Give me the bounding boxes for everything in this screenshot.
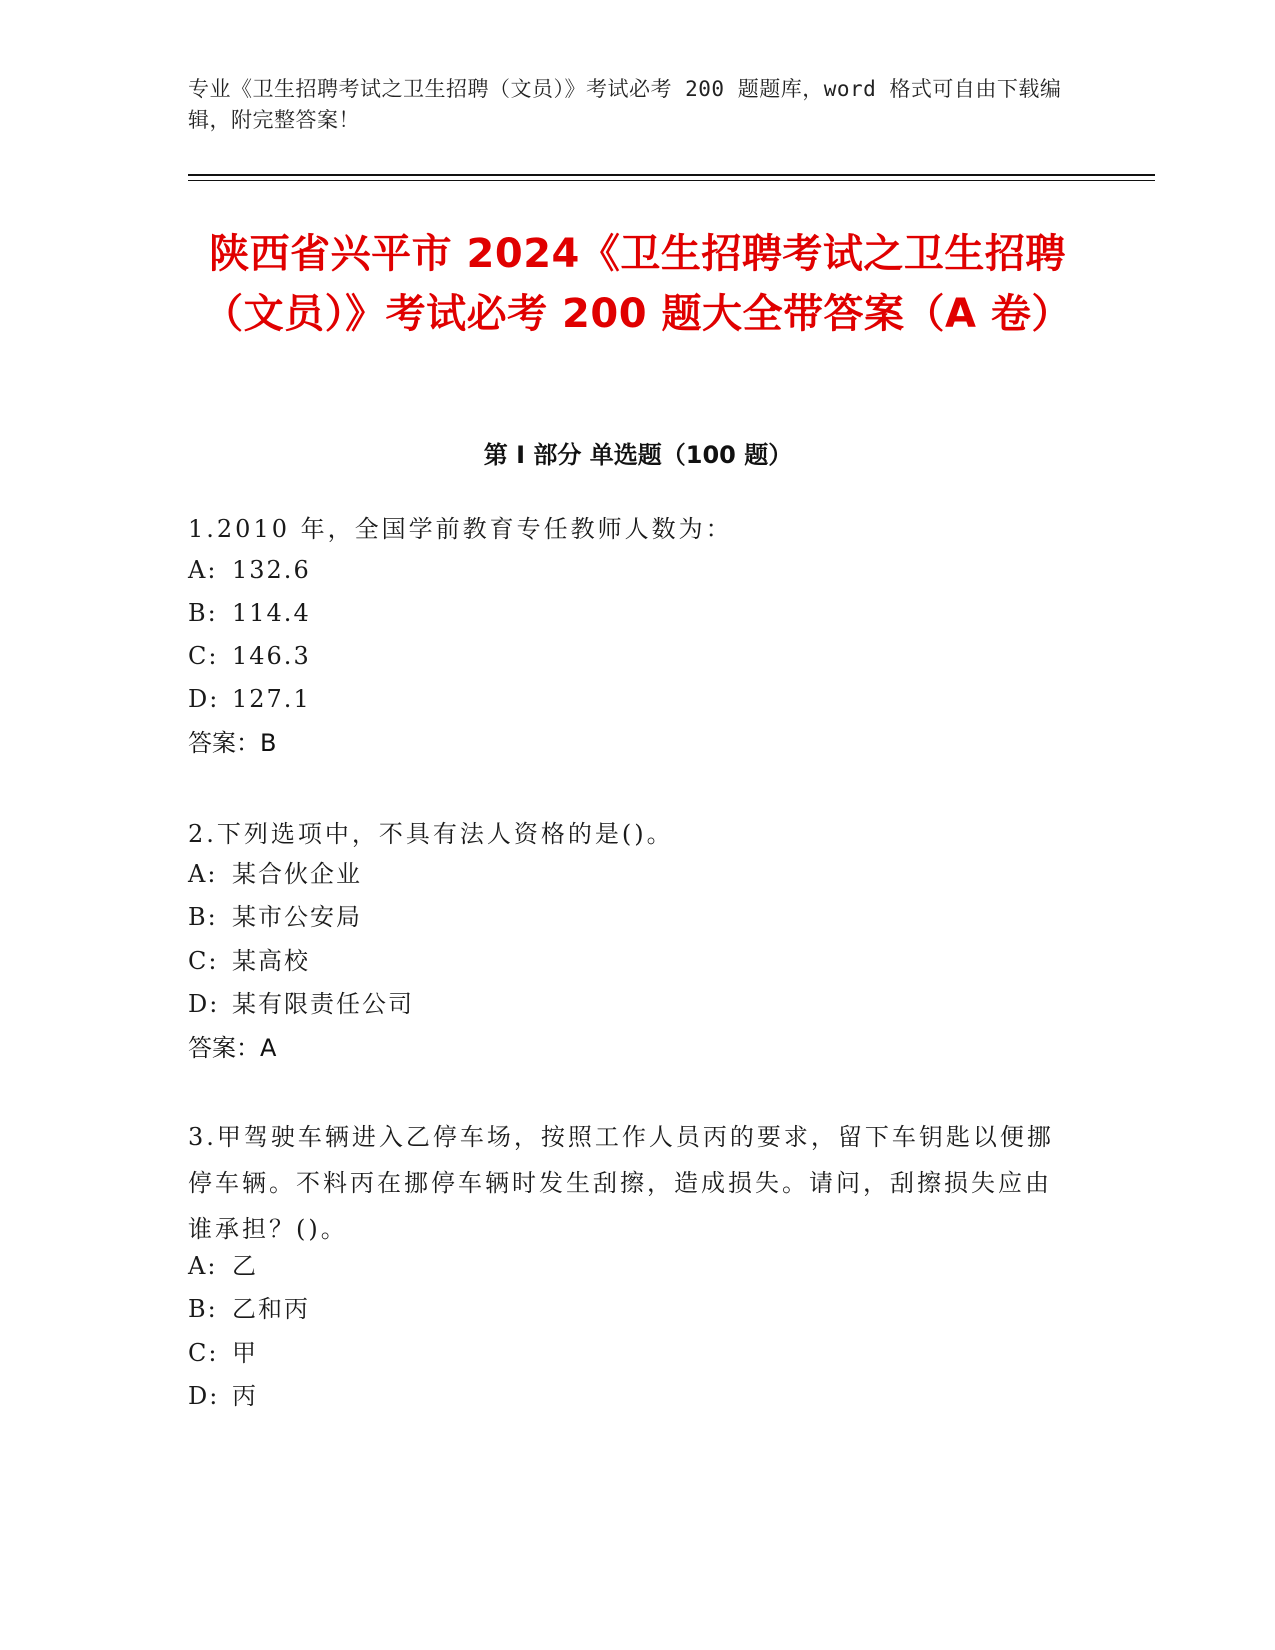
question-2-option-c <box>188 943 1068 979</box>
option-text: 146.3 <box>232 642 311 670</box>
option-letter: C: <box>188 1339 219 1367</box>
option-letter: B: <box>188 903 218 931</box>
question-1-text: 1.2010 年，全国学前教育专任教师人数为： <box>188 515 733 543</box>
option-letter: A: <box>188 556 218 584</box>
option-letter: D: <box>188 685 220 713</box>
option-letter: B: <box>188 1295 218 1323</box>
question-2-option-a <box>188 856 1068 892</box>
option-letter: C: <box>188 642 219 670</box>
option-letter: C: <box>188 947 219 975</box>
option-text: 某有限责任公司 <box>232 990 414 1018</box>
question-3-option-c <box>188 1335 1068 1371</box>
question-3-text: 3.甲驾驶车辆进入乙停车场，按照工作人员丙的要求，留下车钥匙以便挪停车辆。不料丙在挪停车辆时发生刮擦，造成损失。请问，刮擦损失应由谁承担？()。 <box>188 1123 1054 1243</box>
document-title: 陕西省兴平市 2024《卫生招聘考试之卫生招聘（文员）》考试必考 200 题大全带答案（A 卷） <box>203 231 1072 337</box>
option-text: 114.4 <box>232 599 311 627</box>
question-3-option-b <box>188 1291 1068 1327</box>
question-3-option-d <box>188 1378 1068 1414</box>
option-text: 甲 <box>232 1339 258 1367</box>
section-title: 第 I 部分 单选题（100 题） <box>483 441 793 469</box>
option-text: 127.1 <box>232 685 311 713</box>
header-rule-thick <box>188 174 1155 176</box>
question-1-option-d <box>188 681 1068 717</box>
option-letter: D: <box>188 1382 220 1410</box>
option-text: 某合伙企业 <box>232 860 362 888</box>
question-1-option-c <box>188 638 1068 674</box>
option-letter: A: <box>188 860 218 888</box>
question-3-option-a <box>188 1248 1068 1284</box>
question-1-option-b <box>188 595 1068 631</box>
header-note: 专业《卫生招聘考试之卫生招聘（文员）》考试必考 200 题题库，word 格式可自由下载编辑，附完整答案！ <box>188 77 1062 132</box>
option-letter: A: <box>188 1252 218 1280</box>
option-text: 乙和丙 <box>232 1295 310 1323</box>
option-letter: B: <box>188 599 218 627</box>
question-2-text: 2.下列选项中，不具有法人资格的是()。 <box>188 820 674 848</box>
option-letter: D: <box>188 990 220 1018</box>
option-text: 某高校 <box>232 947 310 975</box>
option-text: 丙 <box>232 1382 258 1410</box>
option-text: 乙 <box>232 1252 258 1280</box>
header-rule-thin <box>188 180 1155 181</box>
question-2-answer: 答案：A <box>188 1034 277 1062</box>
option-text: 某市公安局 <box>232 903 362 931</box>
question-1-answer: 答案：B <box>188 729 277 757</box>
option-text: 132.6 <box>232 556 311 584</box>
question-1-option-a <box>188 552 1068 588</box>
question-2-option-d <box>188 986 1068 1022</box>
question-2-option-b <box>188 899 1068 935</box>
